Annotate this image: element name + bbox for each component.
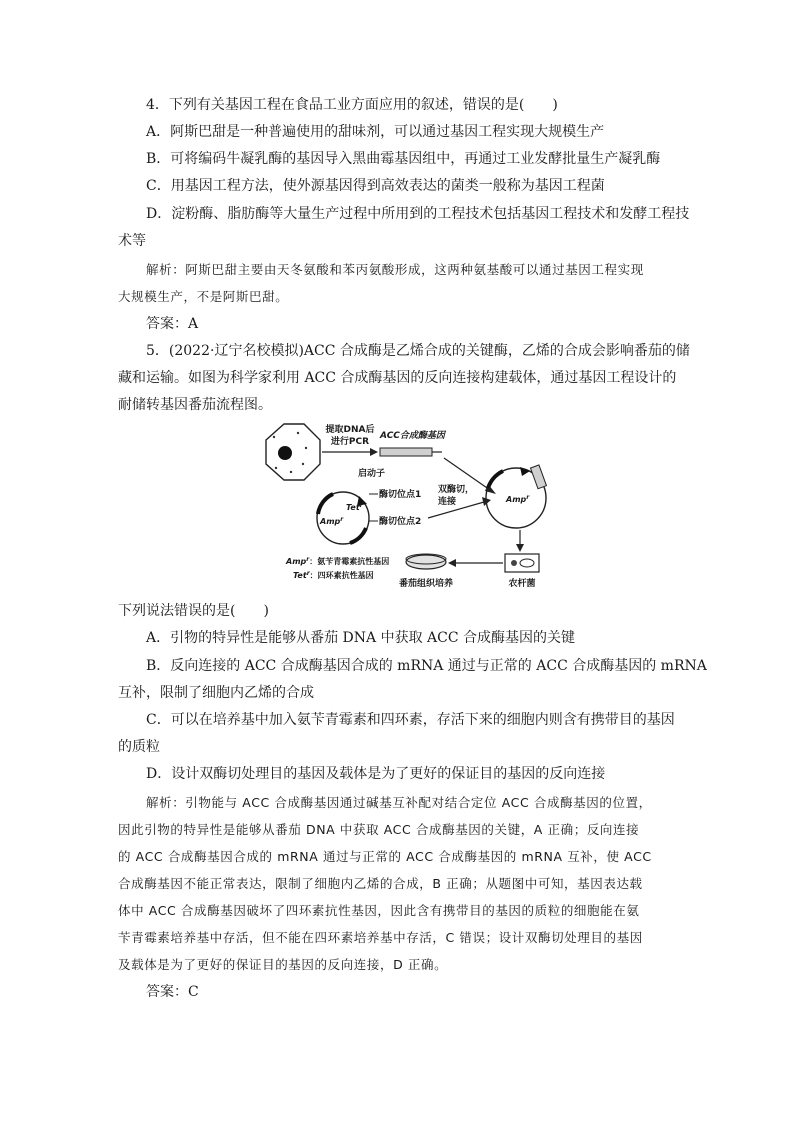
q5-explanation-cont-3: 合成酶基因不能正常表达，限制了细胞内乙烯的合成，B 正确；从题图中可知，基因表达载 bbox=[118, 876, 643, 891]
restriction-site-1-label: 酶切位点1 bbox=[379, 490, 422, 500]
q5-option-c: C．可以在培养基中加入氨苄青霉素和四环素，存活下来的细胞内则含有携带目的基因 bbox=[146, 712, 675, 728]
tissue-culture-label: 番茄组织培养 bbox=[398, 579, 454, 589]
q5-stem: 5．(2022·辽宁名校模拟)ACC 合成酶是乙烯合成的关键酶，乙烯的合成会影响番茄的储 bbox=[146, 343, 690, 359]
q4-stem: 4．下列有关基因工程在食品工业方面应用的叙述，错误的是( ) bbox=[146, 97, 558, 113]
tomato-cell bbox=[266, 424, 320, 480]
q4-option-d-cont: 术等 bbox=[118, 233, 146, 249]
double-digest-label-line2: 连接 bbox=[438, 497, 457, 507]
plasmid-amp-label: Amp$^r$ bbox=[320, 516, 344, 526]
q4-answer: 答案：A bbox=[146, 316, 199, 332]
q4-option-b: B．可将编码牛凝乳酶的基因导入黑曲霉基因组中，再通过工业发酵批量生产凝乳酶 bbox=[146, 151, 661, 167]
q5-explanation-cont-4: 体中 ACC 合成酶基因破坏了四环素抗性基因，因此含有携带目的基因的质粒的细胞能在氨 bbox=[118, 903, 640, 918]
q5-explanation-cont-5: 苄青霉素培养基中存活，但不能在四环素培养基中存活，C 错误；设计双酶切处理目的基因 bbox=[118, 930, 643, 945]
q4-explanation: 解析：阿斯巴甜主要由天冬氨酸和苯丙氨酸形成，这两种氨基酸可以通过基因工程实现 bbox=[146, 262, 644, 277]
agrobacterium-label: 农杆菌 bbox=[508, 579, 536, 589]
q4-option-a: A．阿斯巴甜是一种普遍使用的甜味剂，可以通过基因工程实现大规模生产 bbox=[146, 124, 605, 140]
q5-explanation-cont-6: 及载体是为了更好的保证目的基因的反向连接，D 正确。 bbox=[118, 957, 448, 972]
promoter-label: 启动子 bbox=[358, 469, 386, 479]
pcr-arrow bbox=[322, 448, 378, 456]
plasmid-to-agrobacterium-arrow bbox=[516, 530, 524, 552]
plasmid-tet-label: Tet$^r$ bbox=[346, 502, 363, 512]
transgenic-tomato-flow-diagram bbox=[258, 418, 578, 590]
q5-option-b: B．反向连接的 ACC 合成酶基因合成的 mRNA 通过与正常的 ACC 合成酶基因的 mRNA bbox=[146, 658, 707, 674]
q5-option-a: A．引物的特异性是能够从番茄 DNA 中获取 ACC 合成酶基因的关键 bbox=[146, 630, 576, 646]
petri-dish bbox=[406, 554, 446, 569]
legend-amp: Amp$^r$：氨苄青霉素抗性基因 bbox=[286, 556, 390, 566]
recombinant-amp-label: Amp$^r$ bbox=[506, 494, 530, 504]
q5-explanation-cont-2: 的 ACC 合成酶基因合成的 mRNA 通过与正常的 ACC 合成酶基因的 mRNA 互补，使 ACC bbox=[118, 849, 652, 864]
q5-explanation-cont-1: 因此引物的特异性是能够从番茄 DNA 中获取 ACC 合成酶基因的关键，A 正确；反向连接 bbox=[118, 822, 640, 837]
q5-option-c-cont: 的质粒 bbox=[118, 739, 160, 755]
acc-gene-label: ACC合成酶基因 bbox=[380, 431, 445, 441]
q5-option-b-cont: 互补，限制了细胞内乙烯的合成 bbox=[118, 685, 314, 701]
q5-option-d: D．设计双酶切处理目的基因及载体是为了更好的保证目的基因的反向连接 bbox=[146, 766, 606, 782]
restriction-site-2-label: 酶切位点2 bbox=[379, 517, 422, 527]
q5-answer: 答案：C bbox=[146, 984, 199, 1000]
pcr-label-line2: 进行PCR bbox=[330, 437, 370, 447]
acc-gene-bar bbox=[380, 448, 442, 456]
q5-stem-cont-2: 耐储转基因番茄流程图。 bbox=[118, 397, 272, 413]
q4-option-c: C．用基因工程方法，使外源基因得到高效表达的菌类一般称为基因工程菌 bbox=[146, 178, 605, 194]
legend-tet: Tet$^r$：四环素抗性基因 bbox=[293, 570, 374, 580]
q5-explanation: 解析：引物能与 ACC 合成酶基因通过碱基互补配对结合定位 ACC 合成酶基因的位置， bbox=[146, 795, 652, 810]
double-digest-label-line1: 双酶切， bbox=[438, 485, 475, 495]
q4-option-d: D．淀粉酶、脂肪酶等大量生产过程中所用到的工程技术包括基因工程技术和发酵工程技 bbox=[146, 206, 690, 222]
q5-stem-cont: 藏和运输。如图为科学家利用 ACC 合成酶基因的反向连接构建载体，通过基因工程设计的 bbox=[118, 370, 677, 386]
q4-explanation-cont: 大规模生产，不是阿斯巴甜。 bbox=[118, 289, 289, 304]
agrobacterium-to-culture-arrow bbox=[448, 559, 503, 567]
q5-question: 下列说法错误的是( ) bbox=[118, 603, 269, 619]
agrobacterium bbox=[505, 554, 539, 572]
pcr-label-line1: 提取DNA后 bbox=[325, 425, 375, 435]
